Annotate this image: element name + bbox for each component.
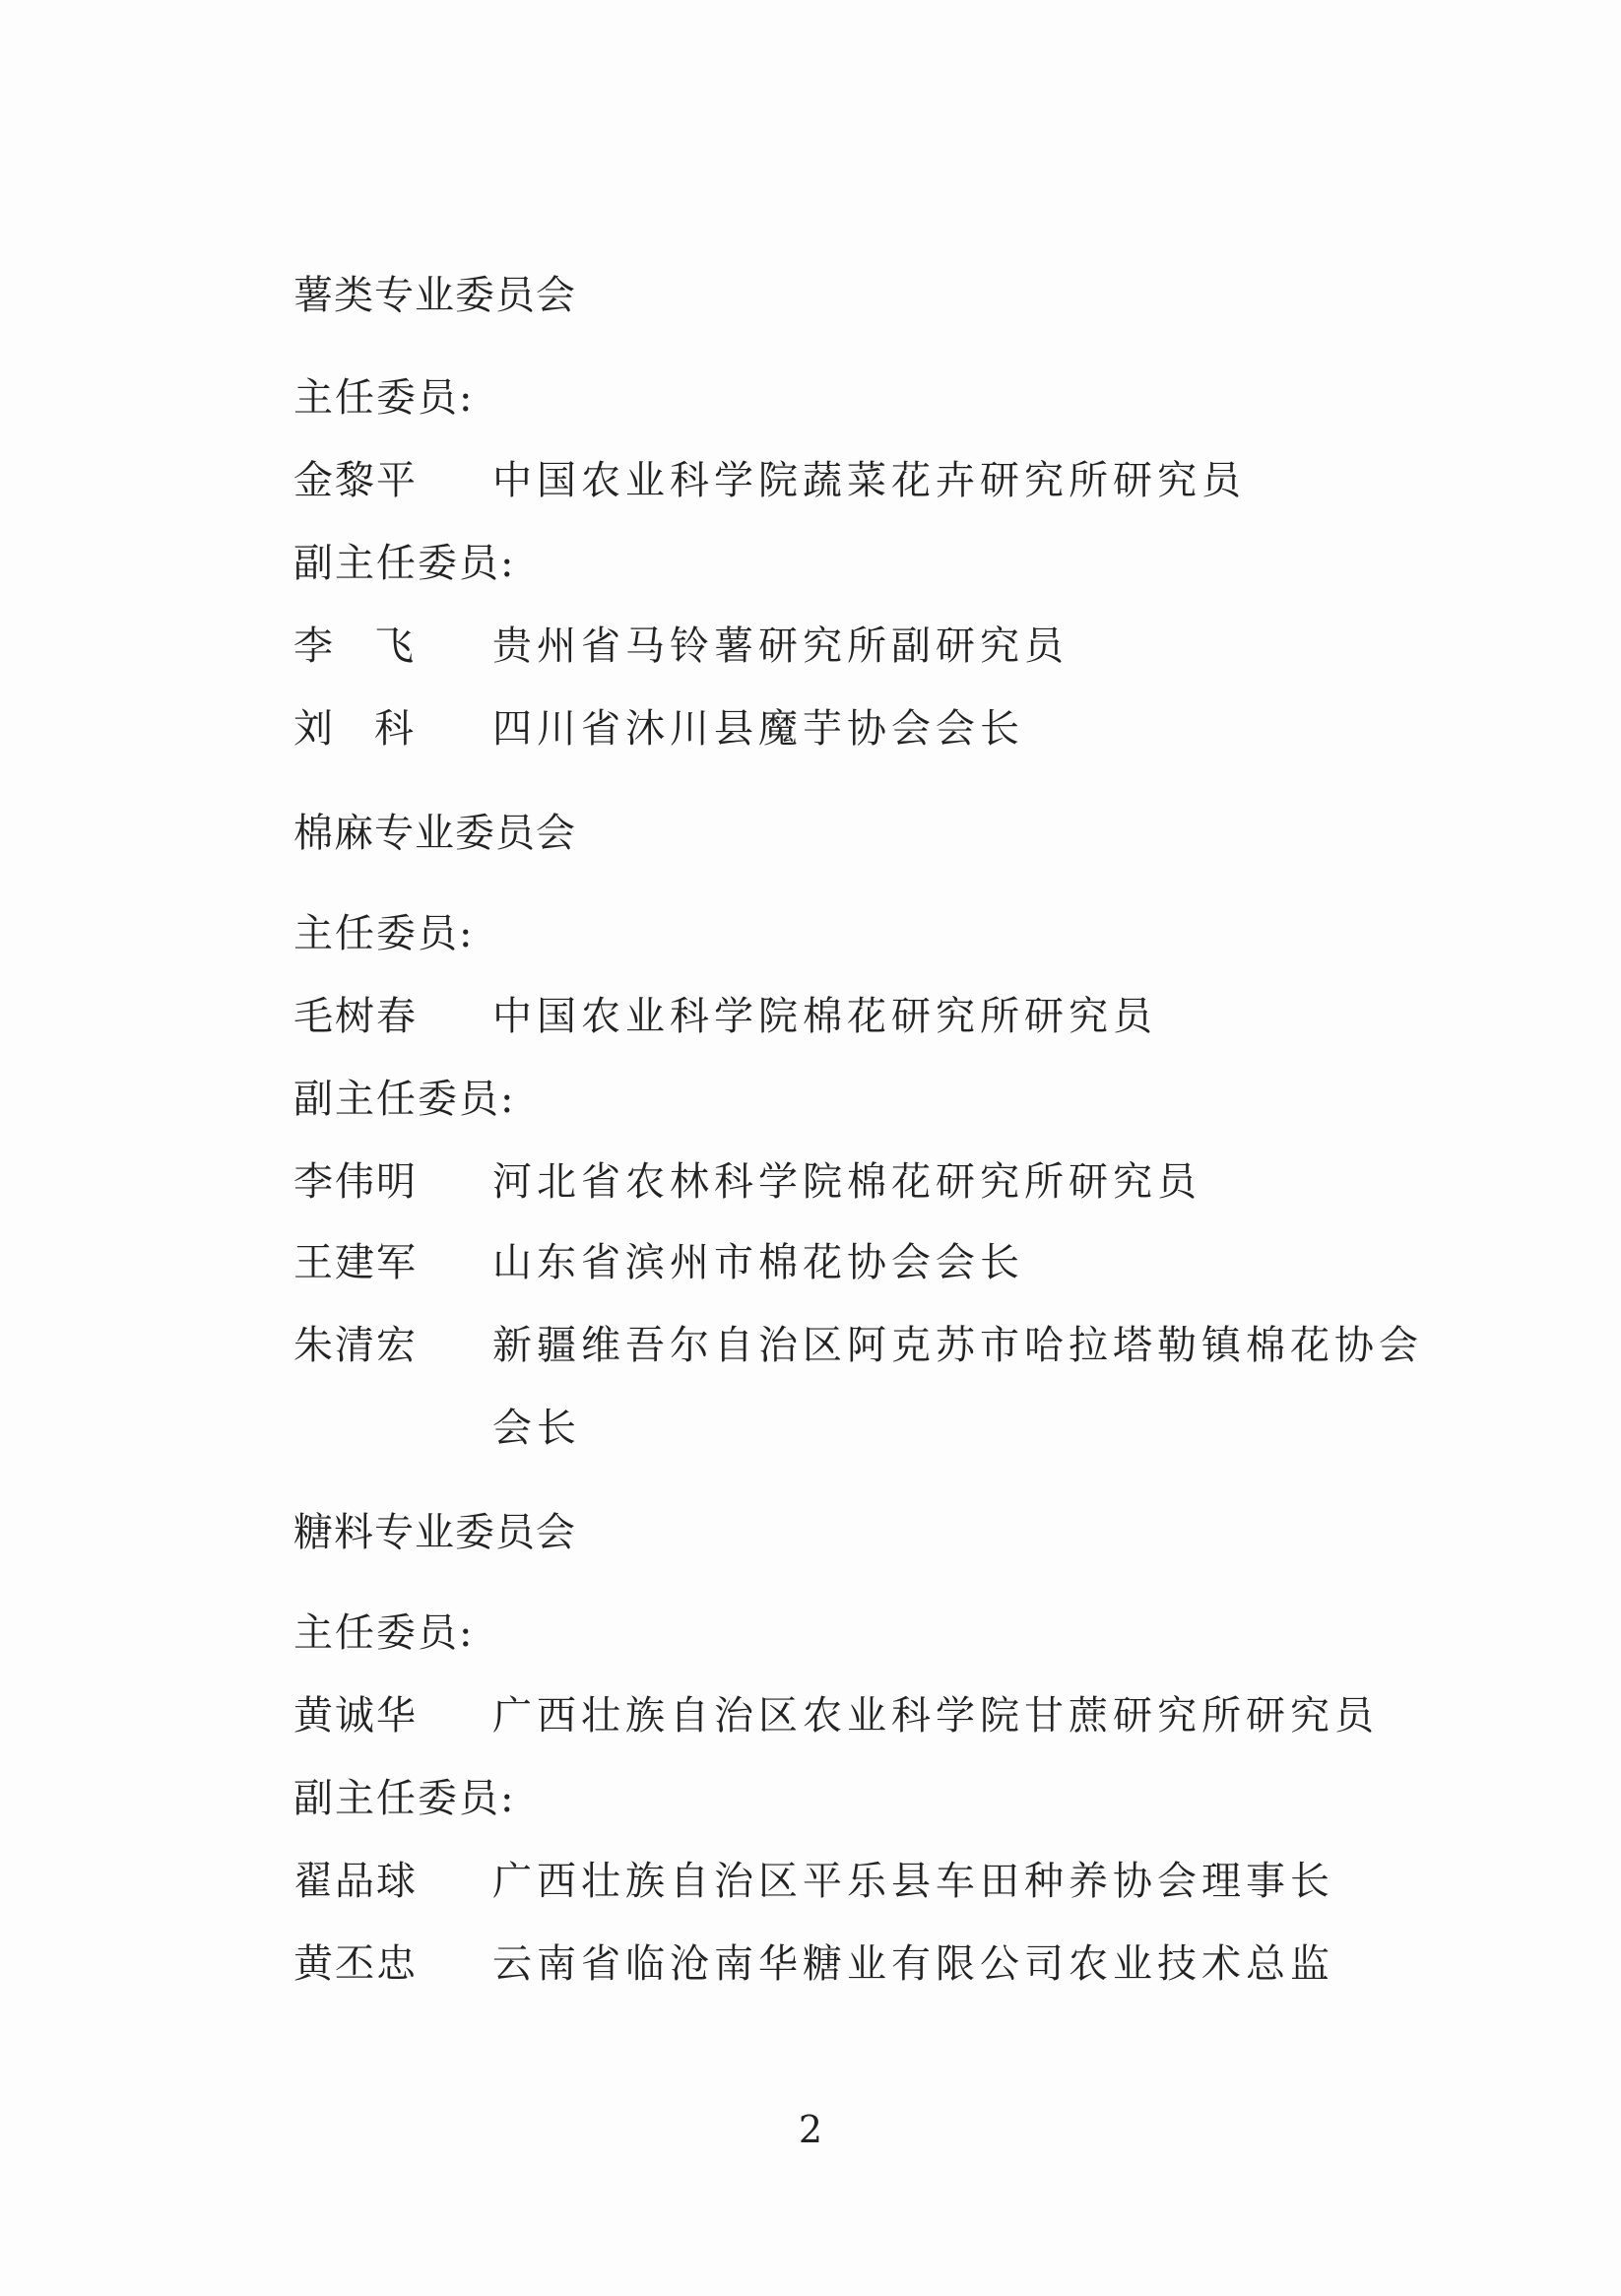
- vice-chair-label: 副主任委员:: [293, 1077, 516, 1122]
- member-name: 李伟明: [293, 1159, 418, 1205]
- member-name: 毛树春: [293, 994, 418, 1039]
- member-name: 李飞: [293, 623, 455, 669]
- member-name: 王建军: [293, 1240, 418, 1285]
- member-row: [293, 1854, 1334, 1909]
- vice-chair-label: 副主任委员:: [293, 1776, 516, 1821]
- member-desc: 新疆维吾尔自治区阿克苏市哈拉塔勒镇棉花协会: [492, 1323, 1423, 1368]
- member-name: 翟品球: [293, 1859, 418, 1904]
- member-desc: 云南省临沧南华糖业有限公司农业技术总监: [492, 1941, 1334, 1987]
- member-name: 黄诚华: [293, 1693, 418, 1738]
- committee-title: 薯类专业委员会: [293, 273, 576, 318]
- member-desc: 中国农业科学院棉花研究所研究员: [492, 994, 1157, 1039]
- member-row: [293, 989, 1157, 1044]
- member-desc: 四川省沐川县魔芋协会会长: [492, 706, 1024, 752]
- member-desc: 中国农业科学院蔬菜花卉研究所研究员: [492, 458, 1246, 503]
- member-row: [293, 701, 1024, 756]
- member-row: [293, 1688, 1379, 1743]
- vice-chair-label: 副主任委员:: [293, 541, 516, 586]
- member-desc: 广西壮族自治区农业科学院甘蔗研究所研究员: [492, 1693, 1379, 1738]
- member-row: [293, 453, 1246, 508]
- committee-title: 糖料专业委员会: [293, 1510, 576, 1555]
- member-desc: 河北省农林科学院棉花研究所研究员: [492, 1159, 1201, 1205]
- member-row: [293, 1235, 1024, 1290]
- chair-label: 主任委员:: [293, 911, 475, 956]
- chair-label: 主任委员:: [293, 375, 475, 421]
- member-desc: 贵州省马铃薯研究所副研究员: [492, 623, 1069, 669]
- member-name: 黄丕忠: [293, 1941, 418, 1987]
- member-row: [293, 619, 1069, 674]
- member-desc-continuation: 会长: [492, 1406, 581, 1451]
- chair-label: 主任委员:: [293, 1610, 475, 1656]
- member-row: [293, 1318, 1423, 1373]
- member-row: [293, 1936, 1334, 1992]
- member-row: [293, 1154, 1201, 1210]
- member-name: 金黎平: [293, 458, 418, 503]
- page-number: 2: [798, 2108, 823, 2151]
- committee-title: 棉麻专业委员会: [293, 811, 576, 856]
- member-name: 朱清宏: [293, 1323, 418, 1368]
- member-name: 刘科: [293, 706, 455, 752]
- member-desc: 山东省滨州市棉花协会会长: [492, 1240, 1024, 1285]
- member-desc: 广西壮族自治区平乐县车田种养协会理事长: [492, 1859, 1334, 1904]
